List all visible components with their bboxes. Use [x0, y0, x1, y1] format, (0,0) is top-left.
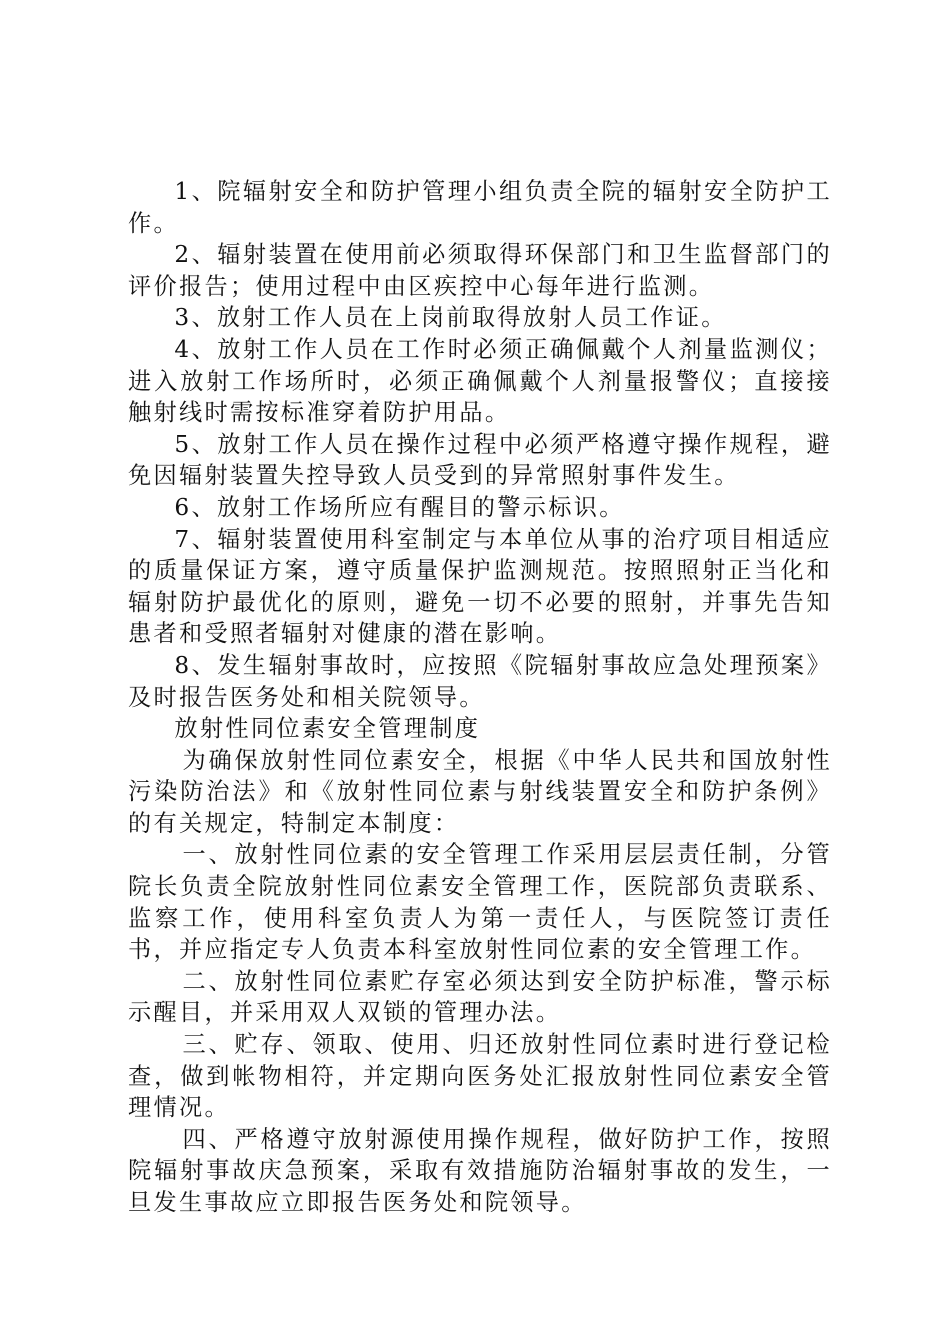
rule-2-paragraph: 2、辐射装置在使用前必须取得环保部门和卫生监督部门的评价报告；使用过程中由区疾控中心每年进行监测。: [128, 241, 832, 300]
article-1-paragraph: 一、放射性同位素的安全管理工作采用层层责任制，分管院长负责全院放射性同位素安全管理工作，医院部负责联系、监察工作，使用科室负责人为第一责任人，与医院签订责任书，并应指定专人负责本科室放射性同位素的安全管理工作。: [128, 841, 832, 964]
intro-paragraph: 为确保放射性同位素安全，根据《中华人民共和国放射性污染防治法》和《放射性同位素与射线装置安全和防护条例》的有关规定，特制定本制度：: [128, 746, 832, 837]
rule-1-paragraph: 1、院辐射安全和防护管理小组负责全院的辐射安全防护工作。: [128, 178, 832, 237]
article-4-paragraph: 四、严格遵守放射源使用操作规程，做好防护工作，按照院辐射事故庆急预案，采取有效措施防治辐射事故的发生，一旦发生事故应立即报告医务处和院领导。: [128, 1125, 832, 1216]
article-3-paragraph: 三、贮存、领取、使用、归还放射性同位素时进行登记检查，做到帐物相符，并定期向医务处汇报放射性同位素安全管理情况。: [128, 1031, 832, 1122]
rule-8-paragraph: 8、发生辐射事故时，应按照《院辐射事故应急处理预案》及时报告医务处和相关院领导。: [128, 651, 832, 711]
rule-3-paragraph: 3、放射工作人员在上岗前取得放射人员工作证。: [174, 304, 727, 332]
document-body: [128, 176, 832, 1219]
rule-5-paragraph: 5、放射工作人员在操作过程中必须严格遵守操作规程，避免因辐射装置失控导致人员受到的异常照射事件发生。: [128, 430, 832, 490]
rule-4-paragraph: 4、放射工作人员在工作时必须正确佩戴个人剂量监测仪；进入放射工作场所时，必须正确佩戴个人剂量报警仪；直接接触射线时需按标准穿着防护用品。: [128, 335, 832, 427]
article-2-paragraph: 二、放射性同位素贮存室必须达到安全防护标准，警示标示醒目，并采用双人双锁的管理办法。: [128, 967, 832, 1027]
rule-6-paragraph: 6、放射工作场所应有醒目的警示标识。: [174, 493, 625, 521]
rule-7-paragraph: 7、辐射装置使用科室制定与本单位从事的治疗项目相适应的质量保证方案，遵守质量保护监测规范。按照照射正当化和辐射防护最优化的原则，避免一切不必要的照射，并事先告知患者和受照者辐射对健康的潜在影响。: [128, 525, 832, 648]
section-heading: 放射性同位素安全管理制度: [174, 715, 481, 743]
